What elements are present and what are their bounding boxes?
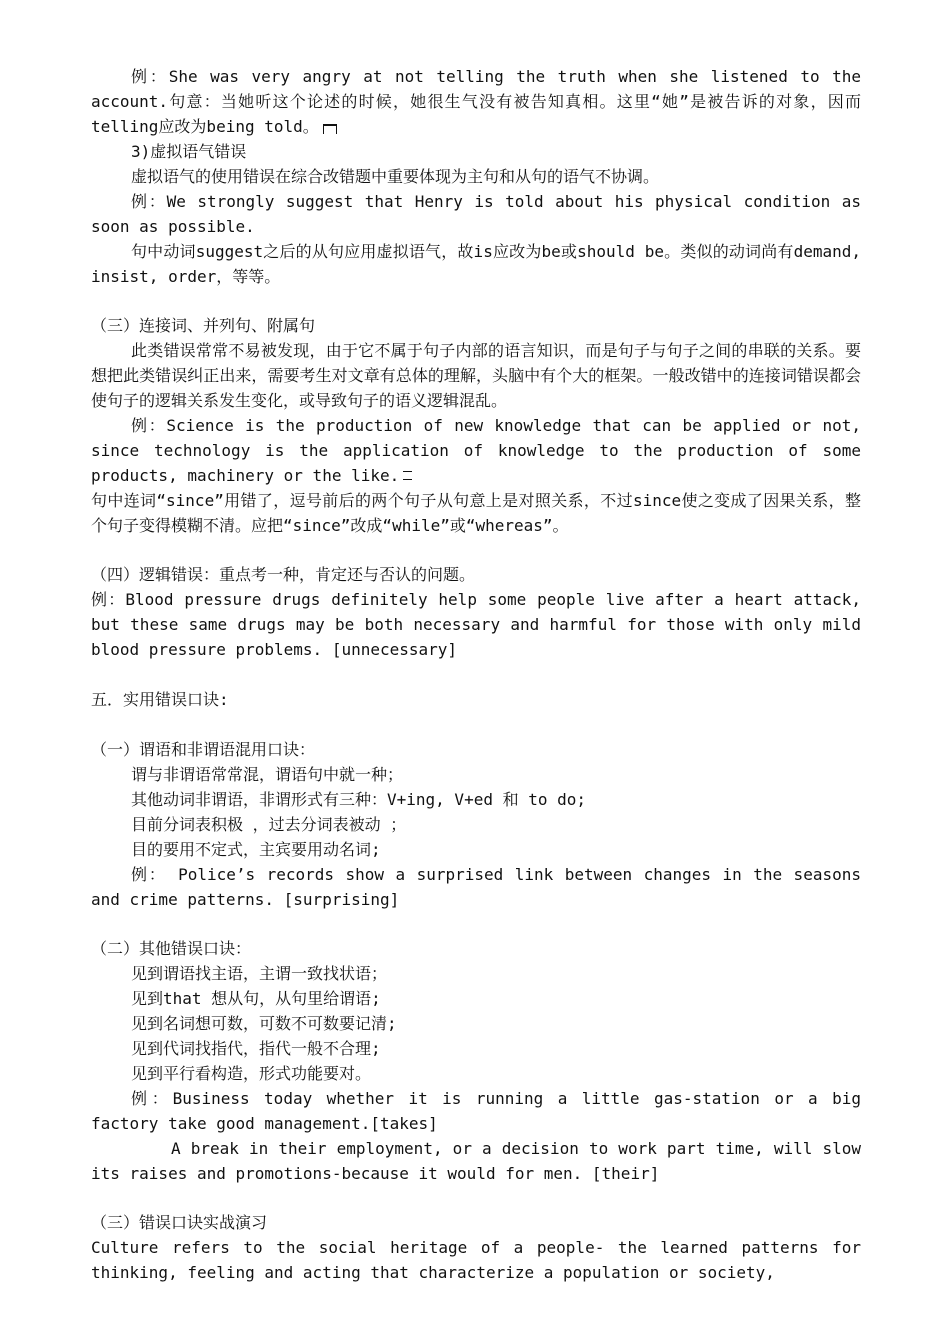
mnemonic-line: 其他动词非谓语，非谓形式有三种：V+ing, V+ed 和 to do; [131,790,587,809]
practice-text: Culture refers to the social heritage of a people- the learned patterns for thinking, feeling and acting that characterize a population or society, [91,1238,861,1282]
mnemonic-line: 见到名词想可数，可数不可数要记清; [131,1014,397,1033]
logic-heading: （四）逻辑错误：重点考一种，肯定还与否认的问题。 [91,565,476,584]
mnemonic-one-example: 例： Police’s records show a surprised link between changes in the seasons and crime patterns. [surprising] [91,865,861,909]
conjunction-heading: （三）连接词、并列句、附属句 [91,316,316,335]
subjunctive-note: 句中动词suggest之后的从句应用虚拟语气，故is应改为be或should be。类似的动词尚有demand, insist, order，等等。 [91,242,861,286]
practice-heading: （三）错误口诀实战演习 [91,1213,268,1232]
mnemonic-line: 见到谓语找主语，主谓一致找状语； [131,964,388,983]
logic-example: 例：Blood pressure drugs definitely help some people live after a heart attack, but these same drugs may be both necessary and harmful for those with only mild blood pressure problems. [unnecessary] [91,590,861,659]
subjunctive-example: 例：We strongly suggest that Henry is told about his physical condition as soon as possible. [91,192,861,236]
mnemonic-line: 见到代词找指代，指代一般不合理; [131,1039,381,1058]
mnemonic-line: 见到平行看构造，形式功能要对。 [131,1064,372,1083]
mnemonic-line: 见到that 想从句，从句里给谓语; [131,989,381,1008]
conjunction-example: 例：Science is the production of new knowledge that can be applied or not, since technology is the application of knowledge to the production of some products, machinery or the like. [91,416,861,485]
mnemonic-two-lines [91,961,901,1086]
mnemonic-line: 谓与非谓语常常混，谓语句中就一种； [131,765,404,784]
mnemonic-two-heading: （二）其他错误口诀： [91,939,252,958]
mnemonic-two-example-one: 例：Business today whether it is running a little gas-station or a big factory take good management.[takes] [91,1089,861,1133]
paragraph-mark-icon [323,124,337,134]
return-mark-icon [403,471,412,480]
mnemonic-line: 目前分词表积极 ，过去分词表被动 ； [131,815,407,834]
conjunction-description: 此类错误常常不易被发现，由于它不属于句子内部的语言知识，而是句子与句子之间的串联的关系。要想把此类错误纠正出来，需要考生对文章有总体的理解，头脑中有个大的框架。一般改错中的连接词错误都会使句子的逻辑关系发生变化，或导致句子的语义逻辑混乱。 [91,341,861,410]
mnemonic-two-example-two: A break in their employment, or a decision to work part time, will slow its raises and promotions-because it would for men. [their] [91,1139,861,1183]
mnemonic-line: 目的要用不定式，主宾要用动名词; [131,840,381,859]
mnemonic-one-heading: （一）谓语和非谓语混用口诀： [91,740,316,759]
mnemonic-one-lines [91,762,901,862]
section-five-heading: 五．实用错误口诀: [91,690,229,709]
subjunctive-heading: 3)虚拟语气错误 [131,142,247,161]
subjunctive-description: 虚拟语气的使用错误在综合改错题中重要体现为主句和从句的语气不协调。 [131,167,660,186]
example-being-told: 例：She was very angry at not telling the truth when she listened to the account.句意：当她听这个论述的时候，她很生气没有被告知真相。这里“她”是被告诉的对象，因而telling应改为being told。 [91,67,861,136]
conjunction-note: 句中连词“since”用错了，逗号前后的两个句子从句意上是对照关系，不过since使之变成了因果关系，整个句子变得模糊不清。应把“since”改成“while”或“whereas”。 [91,491,861,535]
